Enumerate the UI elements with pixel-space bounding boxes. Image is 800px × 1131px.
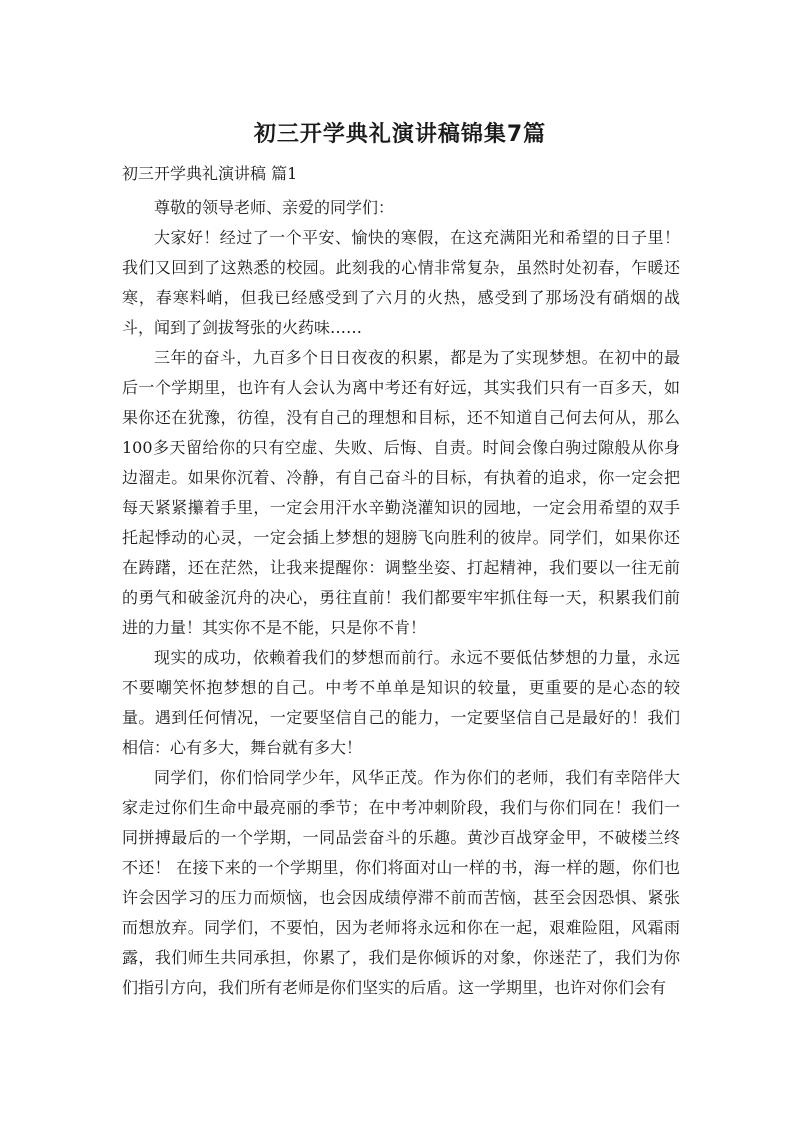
body-paragraph: 同学们，你们恰同学少年，风华正茂。作为你们的老师，我们有幸陪伴大家走过你们生命中最亮丽的季节；在中考冲刺阶段，我们与你们同在！我们一同拼搏最后的一个学期，一同品尝奋斗的乐趣。黄沙百战穿金甲，不破楼兰终不还！ 在接下来的一个学期里，你们将面对山一样的书，海一样的题，你们也许会因学习的压力而烦恼，也会因成绩停滞不前而苦恼，甚至会因恐惧、紧张而想放弃。同学们，不要怕，因为老师将永远和你在一起，艰难险阻，风霜雨露，我们师生共同承担，你累了，我们是你倾诉的对象，你迷茫了，我们为你们指引方向，我们所有老师是你们坚实的后盾。这一学期里，也许对你们会有	[122, 768, 680, 997]
section-heading: 初三开学典礼演讲稿 篇1	[122, 164, 298, 183]
greeting-paragraph: 尊敬的领导老师、亲爱的同学们：	[154, 198, 395, 217]
body-paragraph: 三年的奋斗，九百多个日日夜夜的积累，都是为了实现梦想。在初中的最后一个学期里，也许有人会认为离中考还有好远，其实我们只有一百多天，如果你还在犹豫，彷徨，没有自己的理想和目标，还不知道自己何去何从，那么100多天留给你的只有空虚、失败、后悔、自责。时间会像白驹过隙般从你身边溜走。如果你沉着、冷静，有自己奋斗的目标，有执着的追求，你一定会把每天紧紧攥着手里，一定会用汗水辛勤浇灌知识的园地，一定会用希望的双手托起悸动的心灵，一定会插上梦想的翅膀飞向胜利的彼岸。同学们，如果你还在踌躇，还在茫然，让我来提醒你：调整坐姿、打起精神，我们要以一往无前的勇气和破釜沉舟的决心，勇往直前！我们都要牢牢抓住每一天，积累我们前进的力量！其实你不是不能，只是你不肯！	[122, 348, 680, 637]
document-body	[122, 193, 680, 1003]
body-paragraph: 大家好！经过了一个平安、愉快的寒假，在这充满阳光和希望的日子里！我们又回到了这熟悉的校园。此刻我的心情非常复杂，虽然时处初春，乍暖还寒，春寒料峭，但我已经感受到了六月的火热，感受到了那场没有硝烟的战斗，闻到了剑拔弩张的火药味……	[122, 228, 680, 337]
body-paragraph: 现实的成功，依赖着我们的梦想而前行。永远不要低估梦想的力量，永远不要嘲笑怀抱梦想的自己。中考不单单是知识的较量，更重要的是心态的较量。遇到任何情况，一定要坚信自己的能力，一定要坚信自己是最好的！我们相信：心有多大，舞台就有多大！	[122, 648, 680, 757]
document-title: 初三开学典礼演讲稿锦集7篇	[253, 122, 547, 147]
